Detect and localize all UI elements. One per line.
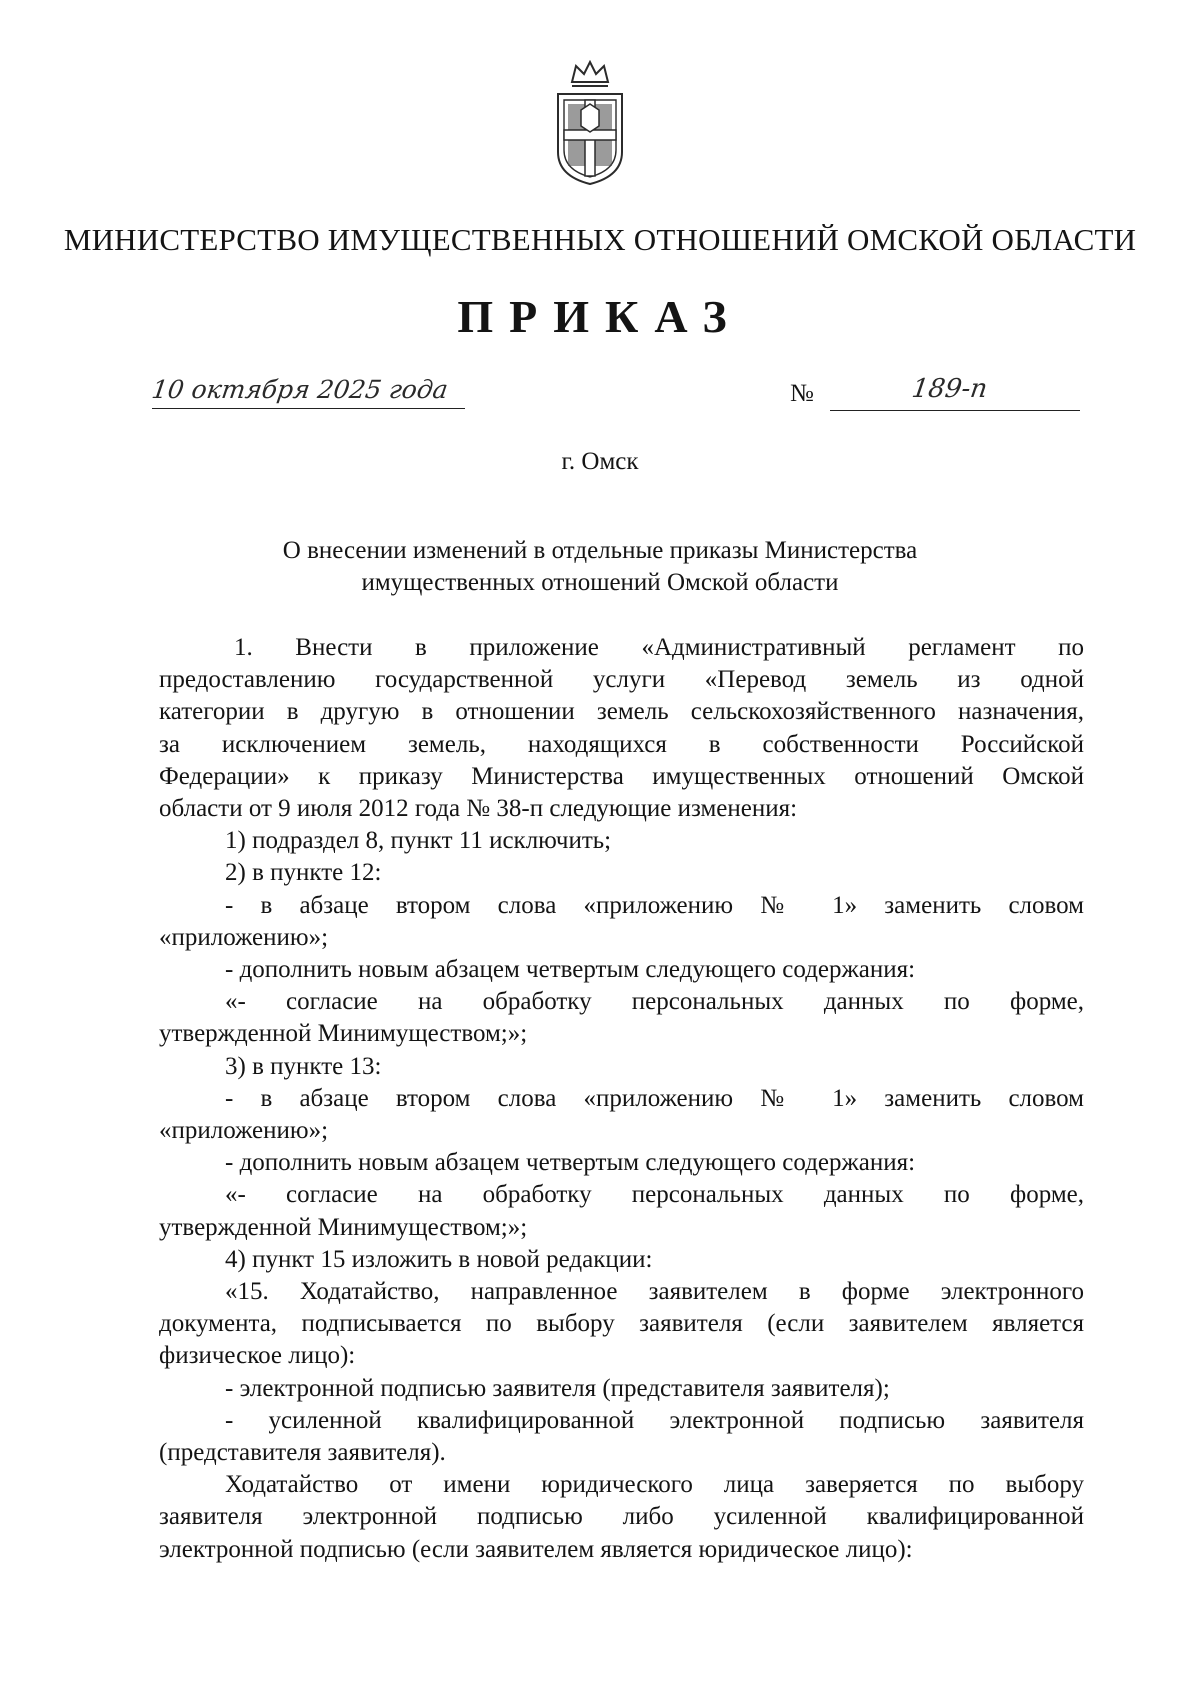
body-line: документа, подписывается по выбору заявителя (если заявителем является (159, 1310, 1084, 1338)
order-body (159, 632, 1084, 1566)
body-line: «15. Ходатайство, направленное заявителем в форме электронного (225, 1278, 1084, 1306)
coat-of-arms-emblem (550, 60, 630, 186)
number-label: № (790, 380, 814, 407)
date-underline (152, 408, 465, 409)
body-line: 1. Внести в приложение «Административный регламент по (234, 634, 1084, 661)
body-line: предоставлению государственной услуги «Перевод земель из одной (159, 666, 1084, 694)
document-title: ПРИКАЗ (457, 291, 743, 342)
body-line: «- согласие на обработку персональных данных по форме, (225, 988, 1084, 1016)
order-subject (0, 535, 1200, 599)
body-line: (представителя заявителя). (159, 1439, 446, 1467)
body-line: 4) пункт 15 изложить в новой редакции: (225, 1245, 653, 1273)
handwritten-number: 189-п (909, 374, 990, 404)
handwritten-date: 10 октября 2025 года (149, 375, 450, 404)
body-line: категории в другую в отношении земель сельскохозяйственного назначения, (159, 698, 1084, 726)
body-line: 3) в пункте 13: (225, 1052, 382, 1080)
body-line: Федерации» к приказу Министерства имущественных отношений Омской (159, 762, 1084, 790)
body-line: за исключением земель, находящихся в собственности Российской (159, 730, 1084, 758)
city-name: г. Омск (561, 448, 639, 475)
body-line: утвержденной Минимуществом;»; (159, 1213, 528, 1241)
body-line: заявителя электронной подписью либо усиленной квалифицированной (159, 1503, 1084, 1531)
body-line: - электронной подписью заявителя (представителя заявителя); (225, 1374, 890, 1402)
body-line: утвержденной Минимуществом;»; (159, 1020, 528, 1048)
body-line: - дополнить новым абзацем четвертым следующего содержания: (225, 1149, 916, 1177)
body-line: электронной подписью (если заявителем является юридическое лицо): (159, 1535, 913, 1563)
body-line: «приложению»; (159, 923, 329, 951)
body-line: - дополнить новым абзацем четвертым следующего содержания: (225, 956, 916, 984)
subject-line: имущественных отношений Омской области (361, 569, 839, 596)
number-underline (830, 410, 1080, 411)
body-line: - в абзаце втором слова «приложению № 1» заменить словом (225, 891, 1084, 919)
body-line: - усиленной квалифицированной электронной подписью заявителя (225, 1406, 1084, 1434)
body-line: физическое лицо): (159, 1342, 356, 1370)
body-line: «приложению»; (159, 1117, 329, 1145)
subject-line: О внесении изменений в отдельные приказы Министерства (282, 537, 918, 564)
body-line: «- согласие на обработку персональных данных по форме, (225, 1181, 1084, 1209)
body-line: области от 9 июля 2012 года № 38-п следующие изменения: (159, 795, 798, 823)
body-line: Ходатайство от имени юридического лица заверяется по выбору (225, 1471, 1084, 1499)
body-line: 2) в пункте 12: (225, 859, 382, 887)
body-line: 1) подраздел 8, пункт 11 исключить; (225, 827, 612, 855)
ministry-name: МИНИСТЕРСТВО ИМУЩЕСТВЕННЫХ ОТНОШЕНИЙ ОМСКОЙ ОБЛАСТИ (63, 222, 1137, 257)
body-line: - в абзаце втором слова «приложению № 1» заменить словом (225, 1084, 1084, 1112)
